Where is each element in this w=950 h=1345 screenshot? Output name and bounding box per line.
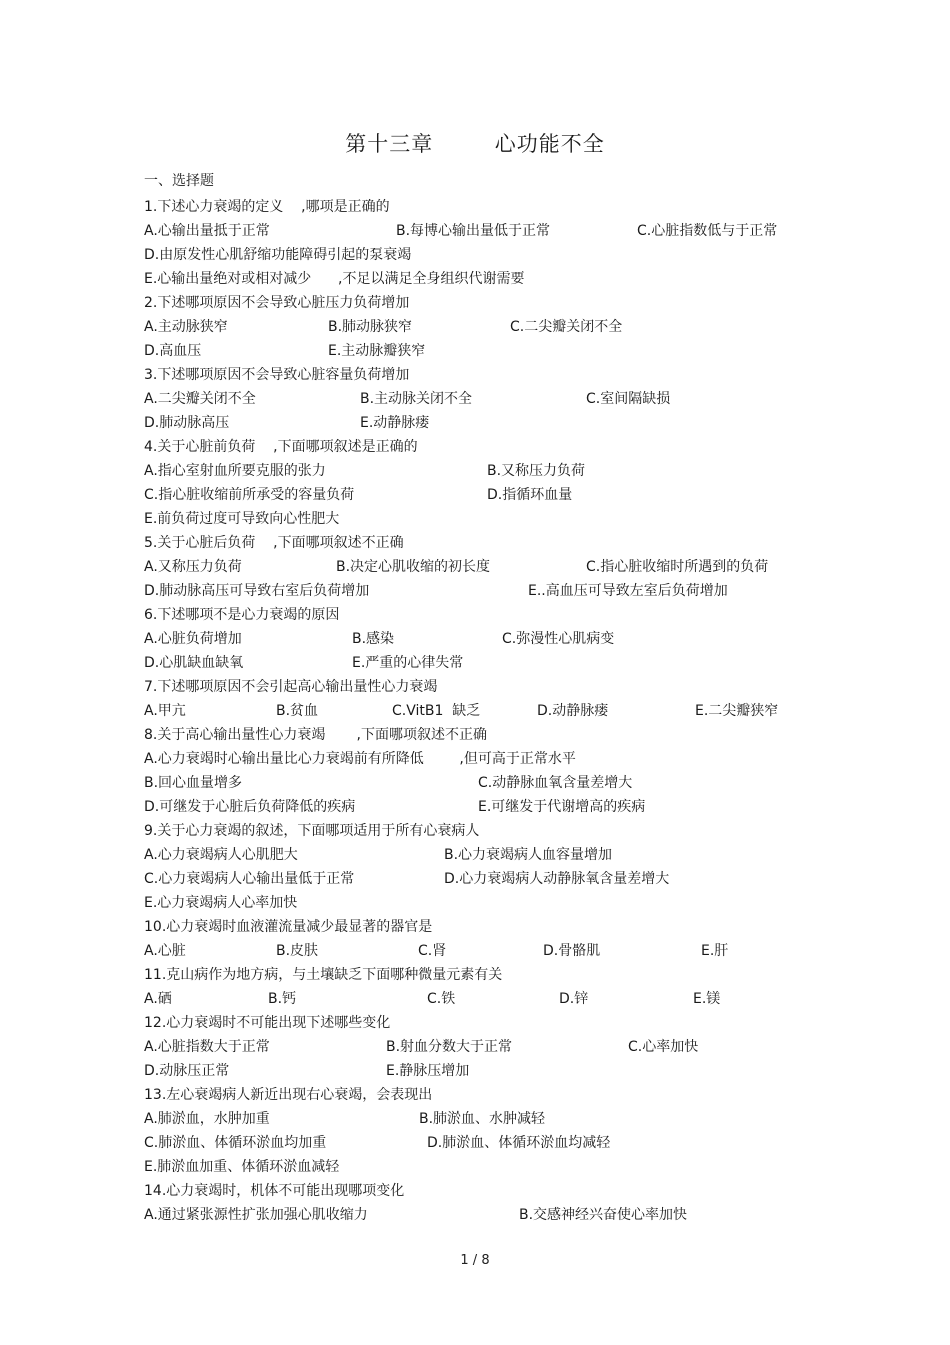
answer-option: E.镁 [693, 991, 721, 1007]
answer-option: B.皮肤 [276, 943, 319, 959]
answer-option: B.肺淤血、水肿减轻 [419, 1111, 546, 1127]
option-row [144, 699, 824, 723]
question-stem: 7.下述哪项原因不会引起高心输出量性心力衰竭 [144, 679, 438, 695]
answer-option: B.钙 [268, 991, 297, 1007]
option-row [144, 795, 824, 819]
option-row [144, 411, 824, 435]
answer-option: A.心脏 [144, 943, 186, 959]
answer-option: A.甲亢 [144, 703, 186, 719]
option-row [144, 219, 824, 243]
answer-option: D.可继发于心脏后负荷降低的疾病 [144, 799, 356, 815]
answer-option: E.主动脉瓣狭窄 [328, 343, 426, 359]
question-stem: 2.下述哪项原因不会导致心脏压力负荷增加 [144, 295, 410, 311]
answer-option: A.二尖瓣关闭不全 [144, 391, 256, 407]
answer-option: E.肺淤血加重、体循环淤血减轻 [144, 1159, 340, 1175]
option-row [144, 939, 824, 963]
option-row [144, 867, 824, 891]
question-stem: 8.关于高心输出量性心力衰竭 ,下面哪项叙述不正确 [144, 727, 487, 743]
option-row [144, 555, 824, 579]
answer-option: C.心力衰竭病人心输出量低于正常 [144, 871, 355, 887]
answer-option: D.骨骼肌 [543, 943, 601, 959]
answer-option: B.感染 [352, 631, 395, 647]
question-stem: 6.下述哪项不是心力衰竭的原因 [144, 607, 340, 623]
question-stem: 14.心力衰竭时，机体不可能出现哪项变化 [144, 1183, 405, 1199]
answer-option: D.动静脉瘘 [537, 703, 609, 719]
answer-option: C.肺淤血、体循环淤血均加重 [144, 1135, 327, 1151]
answer-option: E.心输出量绝对或相对减少 ,不足以满足全身组织代谢需要 [144, 271, 525, 287]
answer-option: A.心脏负荷增加 [144, 631, 242, 647]
option-row [144, 1059, 824, 1083]
answer-option: E.二尖瓣狭窄 [695, 703, 779, 719]
question-stem: 10.心力衰竭时血液灌流量减少最显著的器官是 [144, 919, 433, 935]
answer-option: E.严重的心律失常 [352, 655, 464, 671]
answer-option: B.主动脉关闭不全 [360, 391, 473, 407]
answer-option: C.心率加快 [628, 1039, 699, 1055]
answer-option: C.二尖瓣关闭不全 [510, 319, 623, 335]
answer-option: B.交感神经兴奋使心率加快 [519, 1207, 688, 1223]
answer-option: A.心力衰竭时心输出量比心力衰竭前有所降低 ,但可高于正常水平 [144, 751, 576, 767]
answer-option: D.肺动脉高压可导致右室后负荷增加 [144, 583, 370, 599]
answer-option: E.心力衰竭病人心率加快 [144, 895, 298, 911]
answer-option: A.指心室射血所要克服的张力 [144, 463, 326, 479]
answer-option: C.肾 [418, 943, 447, 959]
option-row [144, 771, 824, 795]
option-row [144, 315, 824, 339]
answer-option: A.主动脉狭窄 [144, 319, 228, 335]
answer-option: D.肺动脉高压 [144, 415, 230, 431]
answer-option: A.心力衰竭病人心肌肥大 [144, 847, 298, 863]
section-heading: 一、选择题 [144, 173, 214, 189]
option-row [144, 1035, 824, 1059]
answer-option: A.心脏指数大于正常 [144, 1039, 270, 1055]
answer-option: E.肝 [701, 943, 729, 959]
chapter-title: 第十三章 心功能不全 [345, 132, 605, 156]
option-row [144, 387, 824, 411]
answer-option: C.VitB1 缺乏 [392, 703, 481, 719]
question-stem: 13.左心衰竭病人新近出现右心衰竭，会表现出 [144, 1087, 433, 1103]
question-stem: 12.心力衰竭时不可能出现下述哪些变化 [144, 1015, 391, 1031]
answer-option: D.由原发性心肌舒缩功能障碍引起的泵衰竭 [144, 247, 412, 263]
question-stem: 9.关于心力衰竭的叙述，下面哪项适用于所有心衰病人 [144, 823, 480, 839]
option-row [144, 243, 824, 267]
answer-option: D.指循环血量 [487, 487, 573, 503]
option-row [144, 339, 824, 363]
answer-option: A.肺淤血，水肿加重 [144, 1111, 270, 1127]
option-row [144, 843, 824, 867]
answer-option: C.动静脉血氧含量差增大 [478, 775, 633, 791]
answer-option: D.肺淤血、体循环淤血均减轻 [427, 1135, 611, 1151]
answer-option: C.铁 [427, 991, 456, 1007]
answer-option: D.锌 [559, 991, 589, 1007]
answer-option: A.通过紧张源性扩张加强心肌收缩力 [144, 1207, 368, 1223]
question-stem: 5.关于心脏后负荷 ,下面哪项叙述不正确 [144, 535, 404, 551]
answer-option: B.回心血量增多 [144, 775, 243, 791]
answer-option: B.每博心输出量低于正常 [396, 223, 551, 239]
answer-option: B.决定心肌收缩的初长度 [336, 559, 491, 575]
answer-option: E..高血压可导致左室后负荷增加 [528, 583, 728, 599]
answer-option: E.可继发于代谢增高的疾病 [478, 799, 646, 815]
answer-option: C.指心脏收缩前所承受的容量负荷 [144, 487, 355, 503]
answer-option: A.又称压力负荷 [144, 559, 242, 575]
answer-option: B.贫血 [276, 703, 319, 719]
question-stem: 3.下述哪项原因不会导致心脏容量负荷增加 [144, 367, 410, 383]
answer-option: D.动脉压正常 [144, 1063, 230, 1079]
option-row [144, 651, 824, 675]
answer-option: C.室间隔缺损 [586, 391, 671, 407]
option-row [144, 747, 824, 771]
answer-option: C.指心脏收缩时所遇到的负荷 [586, 559, 769, 575]
option-row [144, 1131, 824, 1155]
option-row [144, 483, 824, 507]
answer-option: C.心脏指数低与于正常 [637, 223, 778, 239]
answer-option: C.弥漫性心肌病变 [502, 631, 615, 647]
answer-option: A.硒 [144, 991, 172, 1007]
option-row [144, 1107, 824, 1131]
option-row [144, 987, 824, 1011]
answer-option: B.又称压力负荷 [487, 463, 586, 479]
answer-option: D.心力衰竭病人动静脉氧含量差增大 [444, 871, 670, 887]
option-row [144, 1203, 824, 1227]
option-row [144, 507, 824, 531]
option-row [144, 1155, 824, 1179]
answer-option: E.动静脉瘘 [360, 415, 430, 431]
option-row [144, 579, 824, 603]
answer-option: E.前负荷过度可导致向心性肥大 [144, 511, 340, 527]
answer-option: A.心输出量抵于正常 [144, 223, 270, 239]
option-row [144, 459, 824, 483]
answer-option: B.心力衰竭病人血容量增加 [444, 847, 613, 863]
answer-option: B.肺动脉狭窄 [328, 319, 413, 335]
option-row [144, 627, 824, 651]
answer-option: E.静脉压增加 [386, 1063, 470, 1079]
question-stem: 1.下述心力衰竭的定义 ,哪项是正确的 [144, 199, 390, 215]
question-stem: 11.克山病作为地方病，与土壤缺乏下面哪种微量元素有关 [144, 967, 503, 983]
answer-option: B.射血分数大于正常 [386, 1039, 513, 1055]
answer-option: D.高血压 [144, 343, 202, 359]
answer-option: D.心肌缺血缺氧 [144, 655, 244, 671]
option-row [144, 267, 824, 291]
question-stem: 4.关于心脏前负荷 ,下面哪项叙述是正确的 [144, 439, 418, 455]
option-row [144, 891, 824, 915]
question-list [144, 195, 824, 1227]
page-number: 1 / 8 [460, 1253, 490, 1268]
